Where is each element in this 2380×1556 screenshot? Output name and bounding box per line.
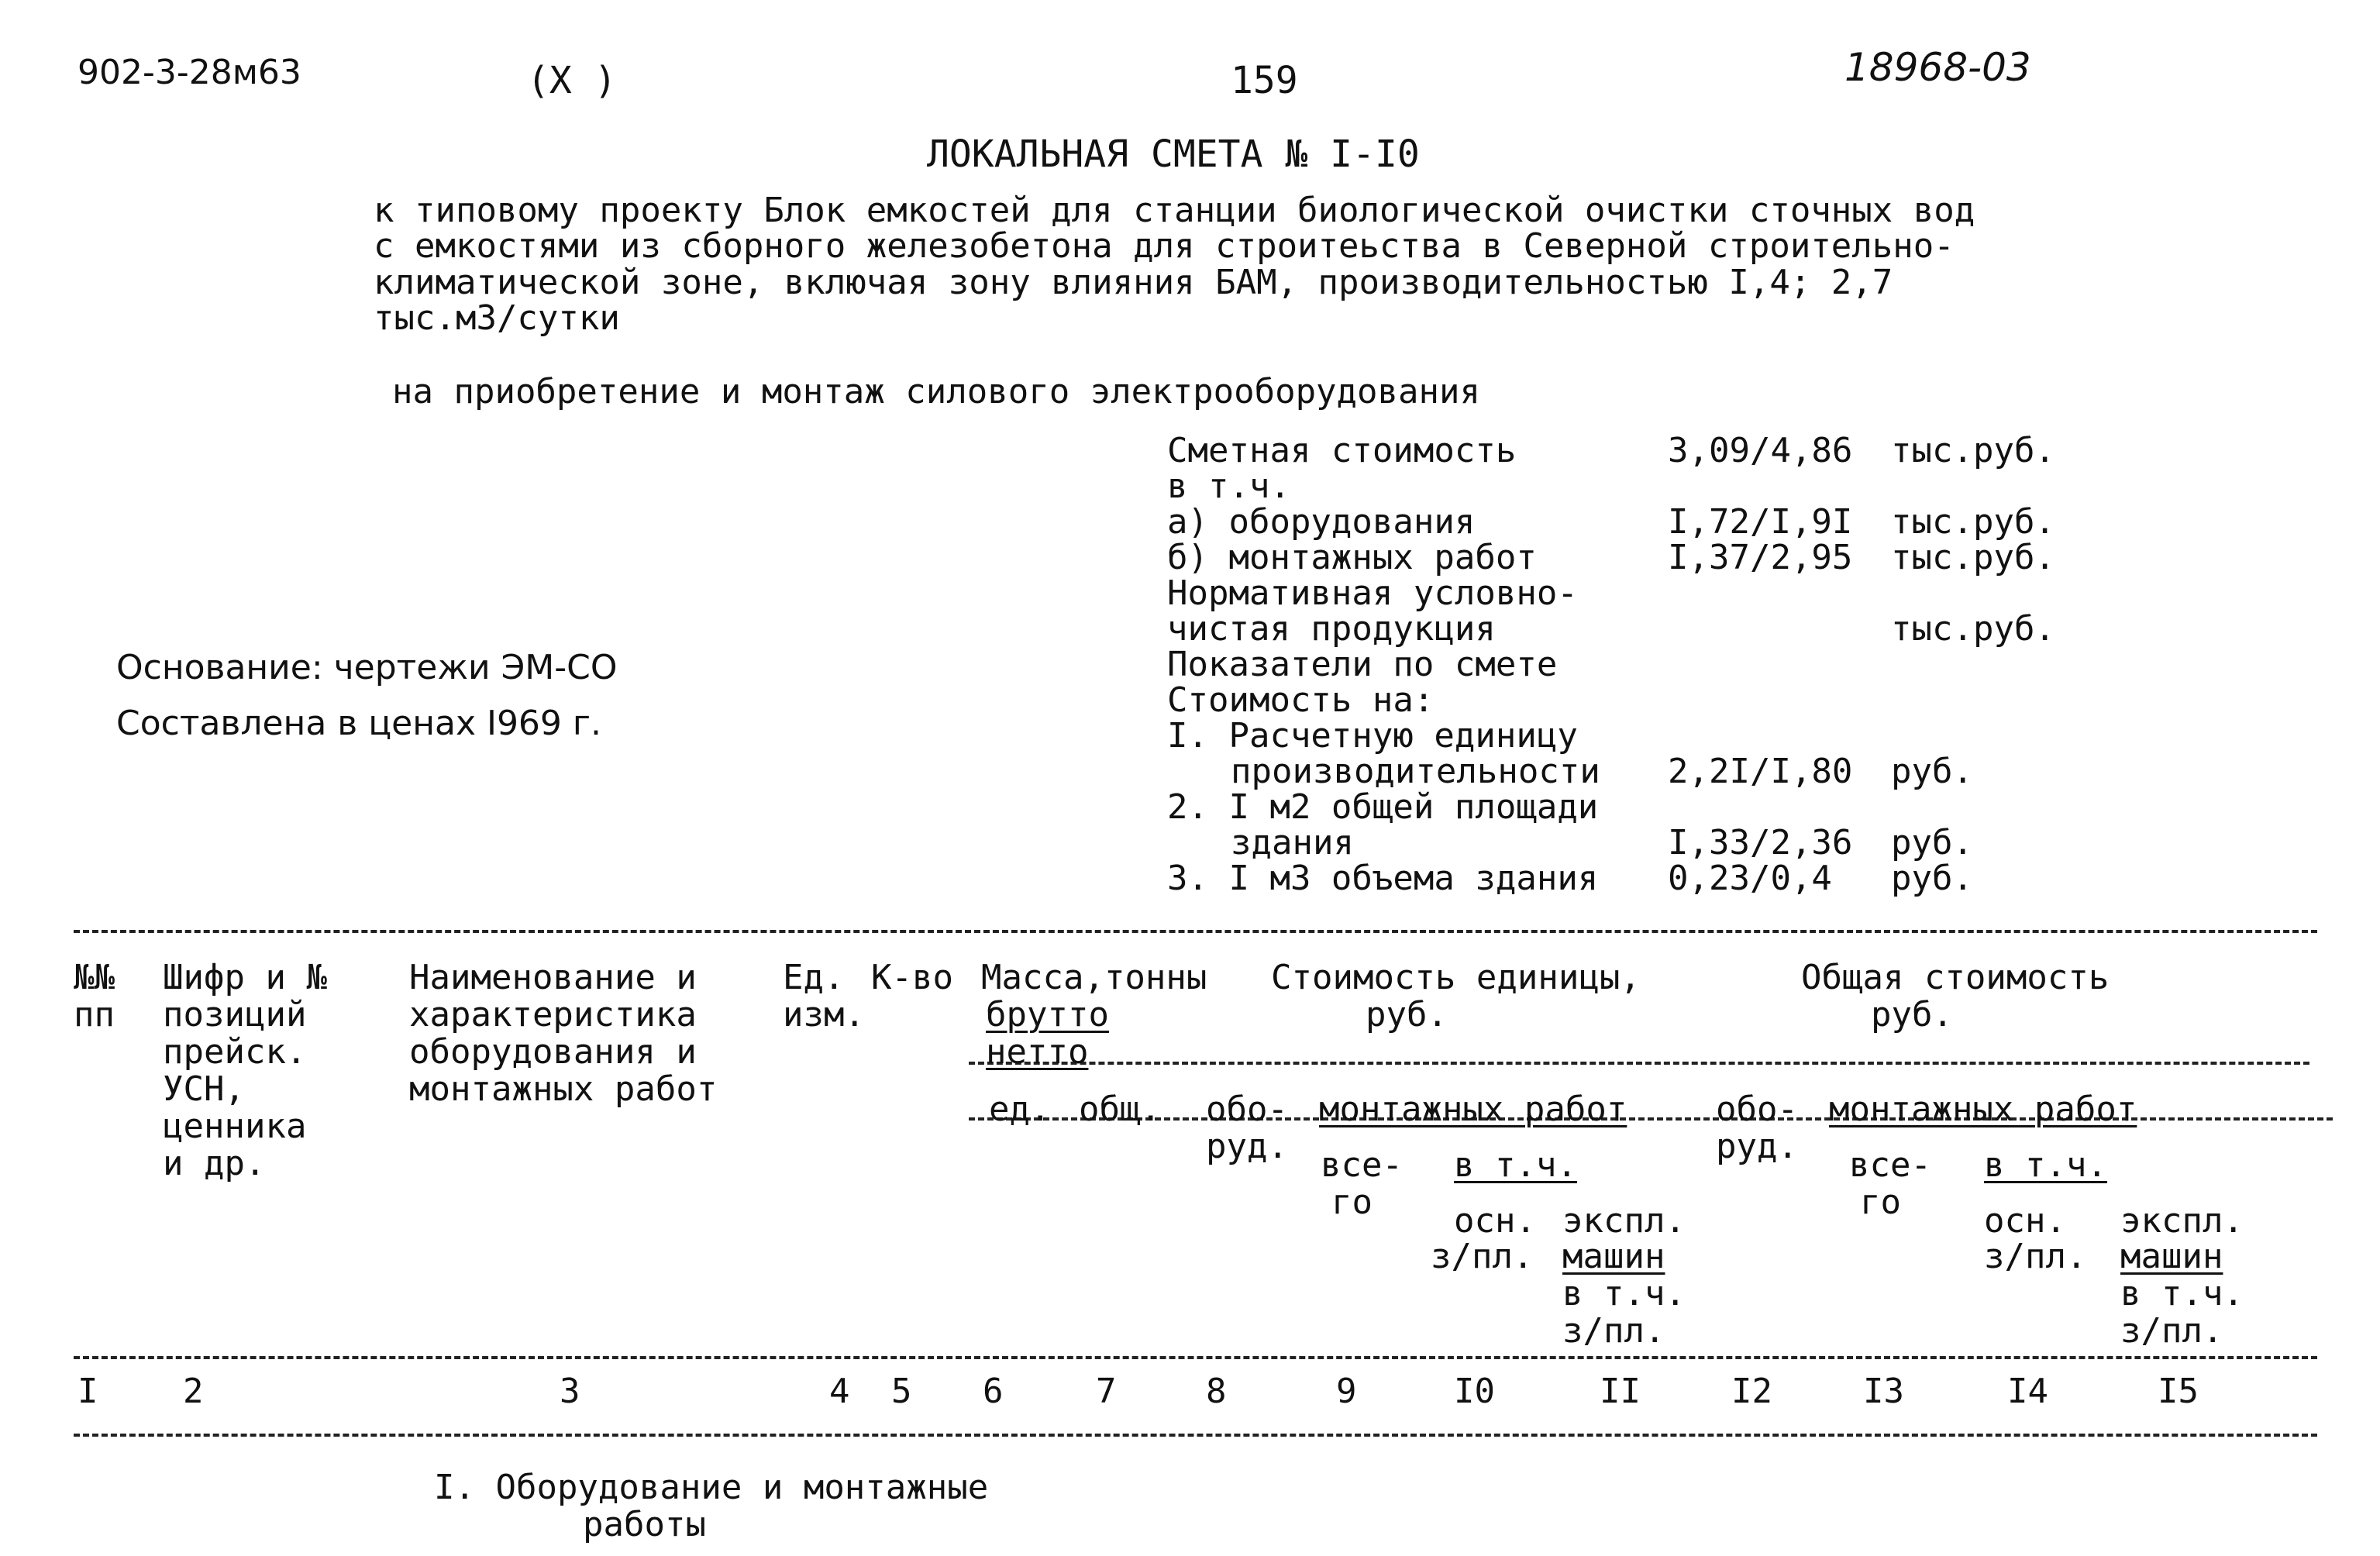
unit-install-total: го: [1331, 1182, 1373, 1222]
column-number: I: [77, 1372, 98, 1411]
col-name-header: монтажных работ: [409, 1069, 718, 1109]
unit-base-wage: осн.: [1454, 1201, 1536, 1241]
cost-label: чистая продукция: [1167, 609, 1496, 649]
total-install-total: го: [1860, 1182, 1901, 1222]
total-machines: машин: [2120, 1237, 2223, 1276]
basis-text: Основание: чертежи ЭМ-СО: [116, 648, 618, 687]
total-equipment-header: руд.: [1716, 1127, 1798, 1166]
col-code-header: и др.: [163, 1144, 266, 1183]
cost-label: Нормативная условно-: [1167, 573, 1578, 613]
cost-value: I,33/2,36: [1668, 823, 1853, 862]
column-number-rule: [74, 1434, 2317, 1437]
cost-label: I. Расчетную единицу: [1167, 716, 1578, 756]
column-number: I0: [1454, 1372, 1495, 1411]
cost-label: б) монтажных работ: [1167, 538, 1537, 577]
col-mass-total: общ.: [1079, 1090, 1161, 1129]
column-number: 4: [829, 1372, 850, 1411]
cost-label: Сметная стоимость: [1167, 431, 1517, 470]
col-code-header: позиций: [163, 995, 307, 1034]
cost-label: производительности: [1231, 752, 1600, 791]
cost-value: I,72/I,9I: [1668, 502, 1853, 542]
col-mass-header: Масса,тонны: [981, 958, 1207, 997]
cost-value: 2,2I/I,80: [1668, 752, 1853, 791]
col-unit-header: Ед.: [783, 958, 845, 997]
total-base-wage: осн.: [1984, 1201, 2066, 1241]
estimate-title: ЛОКАЛЬНАЯ СМЕТА № I-I0: [927, 133, 1420, 176]
cost-unit: тыс.руб.: [1891, 431, 2055, 470]
category-mark: (Х ): [527, 59, 617, 102]
subtitle-line-2: с емкостями из сборного железобетона для строитеьства в Северной строительно-: [374, 226, 1955, 266]
total-base-wage: з/пл.: [1984, 1237, 2087, 1276]
col-mass-netto: нетто: [986, 1032, 1089, 1072]
unit-cost-header: руб.: [1366, 995, 1448, 1034]
unit-machines: экспл.: [1562, 1201, 1686, 1241]
column-number: 8: [1206, 1372, 1227, 1411]
column-number: I3: [1863, 1372, 1904, 1411]
subtitle-line-1: к типовому проекту Блок емкостей для станции биологической очистки сточных вод: [374, 191, 1975, 230]
column-number: 2: [183, 1372, 204, 1411]
cost-label: Показатели по смете: [1167, 645, 1558, 684]
unit-cost-header: Стоимость единицы,: [1271, 958, 1641, 997]
table-top-rule: [74, 930, 2317, 933]
section-heading: работы: [583, 1505, 706, 1544]
price-base-text: Составлена в ценах I969 г.: [116, 704, 602, 743]
cost-unit: тыс.руб.: [1891, 609, 2055, 649]
cost-unit: тыс.руб.: [1891, 502, 2055, 542]
total-machines: з/пл.: [2120, 1311, 2223, 1351]
col-name-header: характеристика: [409, 995, 697, 1034]
column-number: 6: [983, 1372, 1004, 1411]
column-number: 9: [1336, 1372, 1357, 1411]
column-number: 3: [560, 1372, 580, 1411]
cost-unit: тыс.руб.: [1891, 538, 2055, 577]
total-machines: экспл.: [2120, 1201, 2244, 1241]
unit-machines: з/пл.: [1562, 1311, 1665, 1351]
column-number: 7: [1096, 1372, 1117, 1411]
total-install-header: монтажных работ: [1829, 1090, 2137, 1129]
subtitle-line-3: климатической зоне, включая зону влияния БАМ, производительностью I,4; 2,7: [374, 263, 1893, 302]
estimate-purpose: на приобретение и монтаж силового электрооборудования: [392, 372, 1480, 411]
total-install-total: все-: [1849, 1145, 1931, 1185]
column-number: II: [1600, 1372, 1641, 1411]
cost-unit: руб.: [1891, 823, 1973, 862]
col-name-header: Наименование и: [409, 958, 697, 997]
inventory-number: 18968-03: [1844, 45, 2031, 90]
unit-equipment-header: обо-: [1206, 1090, 1288, 1129]
unit-install-header: монтажных работ: [1319, 1090, 1627, 1129]
header-bottom-rule: [74, 1356, 2317, 1359]
column-number: I2: [1731, 1372, 1772, 1411]
cost-label: в т.ч.: [1167, 466, 1290, 506]
unit-including: в т.ч.: [1454, 1145, 1577, 1185]
header-subrule: [969, 1062, 2309, 1065]
subtitle-line-4: тыс.м3/сутки: [374, 298, 620, 338]
col-mass-brutto: брутто: [986, 995, 1109, 1034]
cost-label: Стоимость на:: [1167, 680, 1435, 720]
cost-value: I,37/2,95: [1668, 538, 1853, 577]
total-equipment-header: обо-: [1716, 1090, 1798, 1129]
total-cost-header: Общая стоимость: [1801, 958, 2110, 997]
cost-label: 2. I м2 общей площади: [1167, 787, 1599, 827]
column-number: 5: [891, 1372, 912, 1411]
unit-install-total: все-: [1321, 1145, 1403, 1185]
col-name-header: оборудования и: [409, 1032, 697, 1072]
cost-label: а) оборудования: [1167, 502, 1476, 542]
col-mass-unit: ед.: [989, 1090, 1051, 1129]
col-code-header: УСН,: [163, 1069, 245, 1109]
total-machines: в т.ч.: [2120, 1274, 2244, 1313]
col-qty-header: К-во: [871, 958, 953, 997]
total-cost-header: руб.: [1871, 995, 1953, 1034]
total-including: в т.ч.: [1984, 1145, 2107, 1185]
document-code: 902-3-28м63: [77, 53, 301, 92]
cost-unit: руб.: [1891, 752, 1973, 791]
col-num-header: пп: [74, 995, 115, 1034]
cost-label: 3. I м3 объема здания: [1167, 859, 1599, 898]
unit-machines: машин: [1562, 1237, 1665, 1276]
column-number: I4: [2007, 1372, 2048, 1411]
unit-machines: в т.ч.: [1562, 1274, 1686, 1313]
cost-value: 3,09/4,86: [1668, 431, 1853, 470]
cost-value: 0,23/0,4: [1668, 859, 1832, 898]
col-code-header: прейск.: [163, 1032, 307, 1072]
unit-equipment-header: руд.: [1206, 1127, 1288, 1166]
section-heading: I. Оборудование и монтажные: [434, 1468, 989, 1507]
col-unit-header: изм.: [783, 995, 865, 1034]
col-code-header: Шифр и №: [163, 958, 327, 997]
cost-unit: руб.: [1891, 859, 1973, 898]
cost-label: здания: [1231, 823, 1354, 862]
page-number: 159: [1231, 59, 1298, 102]
column-number: I5: [2158, 1372, 2199, 1411]
unit-base-wage: з/пл.: [1431, 1237, 1534, 1276]
col-code-header: ценника: [163, 1107, 307, 1146]
col-num-header: №№: [74, 958, 115, 997]
